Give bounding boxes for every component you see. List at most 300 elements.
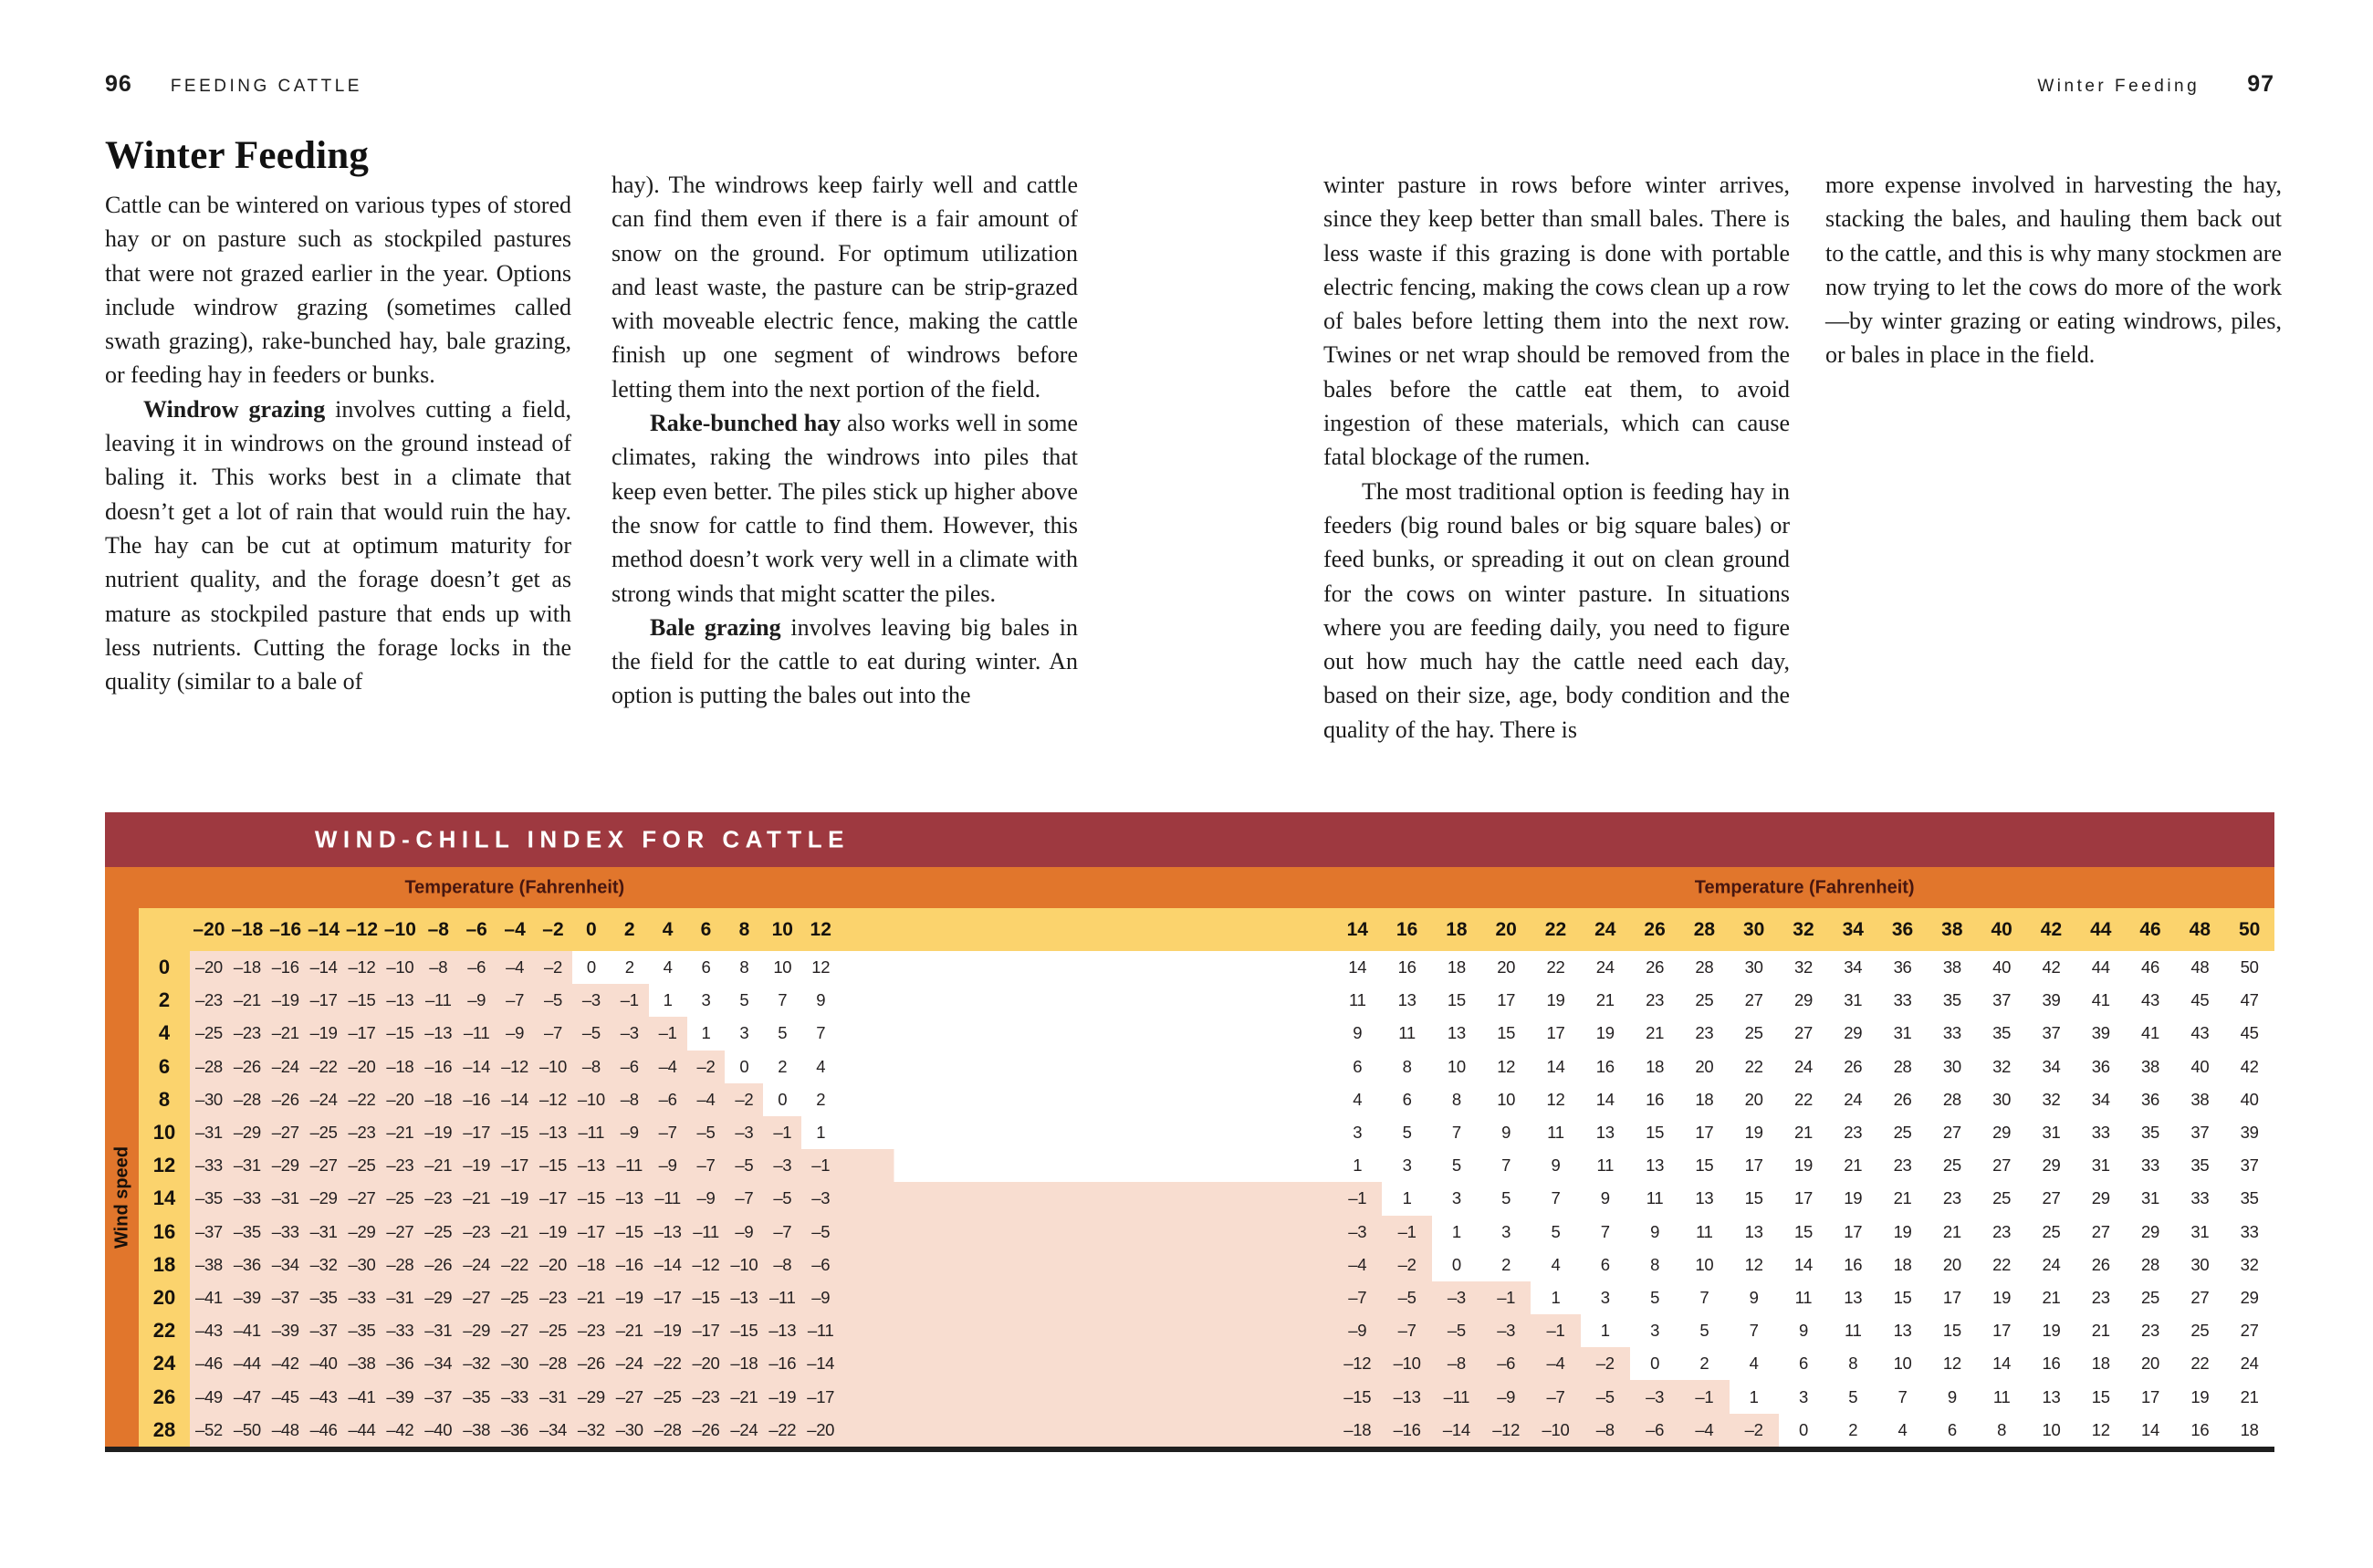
windchill-cell: 42 xyxy=(2026,951,2075,984)
windchill-cell: 3 xyxy=(1432,1182,1481,1215)
windchill-cell: –30 xyxy=(343,1249,382,1281)
windchill-cell: 21 xyxy=(2026,1281,2075,1314)
wind-speed-cell: 0 xyxy=(139,951,190,984)
gutter-cell xyxy=(840,1314,1333,1347)
windchill-cell: 2 xyxy=(1481,1249,1531,1281)
windchill-cell: –36 xyxy=(381,1347,419,1380)
windchill-cell: 20 xyxy=(1679,1051,1729,1083)
windchill-cell: –21 xyxy=(611,1314,649,1347)
windchill-cell: 13 xyxy=(1630,1149,1679,1182)
windchill-cell: 22 xyxy=(1531,951,1580,984)
windchill-cell: –29 xyxy=(267,1149,305,1182)
temperature-header: 2 xyxy=(611,908,649,951)
windchill-cell: 20 xyxy=(2126,1347,2175,1380)
windchill-cell: 0 xyxy=(725,1051,763,1083)
windchill-cell: –1 xyxy=(611,984,649,1017)
windchill-cell: 24 xyxy=(2224,1347,2274,1380)
windchill-cell: 40 xyxy=(1977,951,2026,984)
windchill-cell: 21 xyxy=(1877,1182,1927,1215)
windchill-cell: 6 xyxy=(687,951,726,984)
temperature-header: 26 xyxy=(1630,908,1679,951)
windchill-cell: –28 xyxy=(228,1083,267,1116)
windchill-cell: 27 xyxy=(1779,1017,1828,1050)
windchill-cell: –19 xyxy=(419,1116,457,1149)
windchill-cell: 41 xyxy=(2076,984,2126,1017)
windchill-cell: –15 xyxy=(725,1314,763,1347)
wind-speed-cell: 24 xyxy=(139,1347,190,1380)
windchill-cell: 10 xyxy=(1877,1347,1927,1380)
windchill-cell: –30 xyxy=(496,1347,534,1380)
windchill-cell: –17 xyxy=(649,1281,687,1314)
windchill-cell: –5 xyxy=(1432,1314,1481,1347)
windchill-cell: 17 xyxy=(1531,1017,1580,1050)
windchill-cell: –28 xyxy=(534,1347,572,1380)
windchill-cell: –29 xyxy=(343,1216,382,1249)
windchill-cell: –23 xyxy=(381,1149,419,1182)
text-column-4 xyxy=(1825,168,2282,372)
windchill-cell: 25 xyxy=(2126,1281,2175,1314)
windchill-cell: –2 xyxy=(725,1083,763,1116)
windchill-cell: 41 xyxy=(2126,1017,2175,1050)
temperature-header: –20 xyxy=(190,908,228,951)
windchill-cell: 30 xyxy=(1730,951,1779,984)
windchill-cell: –25 xyxy=(343,1149,382,1182)
windchill-cell: –31 xyxy=(190,1116,228,1149)
windchill-cell: –37 xyxy=(305,1314,343,1347)
windchill-cell: 2 xyxy=(763,1051,801,1083)
windchill-cell: 36 xyxy=(2076,1051,2126,1083)
windchill-cell: 40 xyxy=(2175,1051,2224,1083)
windchill-cell: –39 xyxy=(381,1380,419,1413)
windchill-cell: 31 xyxy=(1828,984,1877,1017)
windchill-cell: –31 xyxy=(381,1281,419,1314)
windchill-cell: 12 xyxy=(1531,1083,1580,1116)
windchill-cell: –25 xyxy=(305,1116,343,1149)
windchill-cell: 15 xyxy=(1877,1281,1927,1314)
windchill-cell: –27 xyxy=(267,1116,305,1149)
windchill-cell: –11 xyxy=(419,984,457,1017)
windchill-cell: –8 xyxy=(1432,1347,1481,1380)
windchill-table xyxy=(105,812,2274,1452)
windchill-cell: –28 xyxy=(190,1051,228,1083)
windchill-cell: –39 xyxy=(228,1281,267,1314)
windchill-cell: –16 xyxy=(267,951,305,984)
temperature-header: –10 xyxy=(381,908,419,951)
windchill-cell: 3 xyxy=(1630,1314,1679,1347)
wind-speed-cell: 16 xyxy=(139,1216,190,1249)
windchill-cell: –31 xyxy=(228,1149,267,1182)
windchill-cell: –13 xyxy=(572,1149,611,1182)
body-paragraph: The most traditional option is feeding hay in feeders (big round bales or big square bales) or feed bunks, or spreading it out on clean ground for the cows on winter pasture. In situations where you are feeding daily, you need to figure out how much hay the cattle need each day, based on their size, age, body condition and the quality of the hay. There is xyxy=(1323,477,1790,743)
windchill-cell: 35 xyxy=(2126,1116,2175,1149)
wind-speed-cell: 6 xyxy=(139,1051,190,1083)
windchill-cell: –17 xyxy=(687,1314,726,1347)
windchill-cell: 5 xyxy=(1531,1216,1580,1249)
windchill-cell: –15 xyxy=(496,1116,534,1149)
windchill-cell: –27 xyxy=(381,1216,419,1249)
windchill-cell: –45 xyxy=(267,1380,305,1413)
windchill-cell: –32 xyxy=(305,1249,343,1281)
windchill-cell: 8 xyxy=(1382,1051,1431,1083)
windchill-cell: –22 xyxy=(305,1051,343,1083)
windchill-cell: 14 xyxy=(1977,1347,2026,1380)
windchill-cell: –18 xyxy=(572,1249,611,1281)
windchill-cell: –11 xyxy=(801,1314,840,1347)
windchill-cell: –11 xyxy=(649,1182,687,1215)
windchill-cell: –21 xyxy=(267,1017,305,1050)
windchill-cell: 23 xyxy=(2126,1314,2175,1347)
windchill-cell: 16 xyxy=(1382,951,1431,984)
windchill-cell: –33 xyxy=(228,1182,267,1215)
windchill-cell: –19 xyxy=(267,984,305,1017)
windchill-cell: 33 xyxy=(2175,1182,2224,1215)
windchill-cell: 6 xyxy=(1333,1051,1382,1083)
windchill-cell: 22 xyxy=(1730,1051,1779,1083)
gutter-cell xyxy=(840,1380,1333,1413)
temperature-axis-label-right: Temperature (Fahrenheit) xyxy=(1694,877,1915,897)
windchill-cell: –33 xyxy=(496,1380,534,1413)
windchill-cell: 29 xyxy=(2126,1216,2175,1249)
windchill-cell: 9 xyxy=(1779,1314,1828,1347)
windchill-cell: 34 xyxy=(1828,951,1877,984)
windchill-cell: –37 xyxy=(419,1380,457,1413)
windchill-cell: –25 xyxy=(534,1314,572,1347)
windchill-cell: 15 xyxy=(1630,1116,1679,1149)
windchill-cell: –33 xyxy=(267,1216,305,1249)
windchill-cell: 4 xyxy=(1730,1347,1779,1380)
body-paragraph: Cattle can be wintered on various types of stored hay or on pasture such as stockpiled pastures that were not grazed earlier in the year. Options include windrow grazing (sometimes called swath grazing), rake-bunched hay, bale grazing, or feeding hay in feeders or bunks. xyxy=(105,192,571,389)
temperature-header: 12 xyxy=(801,908,840,951)
windchill-cell: 11 xyxy=(1779,1281,1828,1314)
windchill-cell: 29 xyxy=(2026,1149,2075,1182)
windchill-cell: 9 xyxy=(801,984,840,1017)
windchill-cell: 15 xyxy=(1679,1149,1729,1182)
windchill-cell: –43 xyxy=(190,1314,228,1347)
windchill-cell: –27 xyxy=(343,1182,382,1215)
windchill-cell: 46 xyxy=(2126,951,2175,984)
page-number-left: 96 xyxy=(105,71,132,97)
windchill-cell: –7 xyxy=(687,1149,726,1182)
windchill-cell: 21 xyxy=(1828,1149,1877,1182)
windchill-cell: 32 xyxy=(1977,1051,2026,1083)
windchill-cell: 17 xyxy=(1679,1116,1729,1149)
windchill-cell: 7 xyxy=(1877,1380,1927,1413)
temperature-header: 36 xyxy=(1877,908,1927,951)
windchill-cell: –7 xyxy=(496,984,534,1017)
windchill-cell: 14 xyxy=(1531,1051,1580,1083)
windchill-cell: –11 xyxy=(1432,1380,1481,1413)
temperature-header: 40 xyxy=(1977,908,2026,951)
body-paragraph: Bale grazing involves leaving big bales in the field for the cattle to eat during winter. An option is putting the bales out into the xyxy=(612,613,1078,709)
windchill-cell: –19 xyxy=(611,1281,649,1314)
windchill-cell: –10 xyxy=(1382,1347,1431,1380)
windchill-cell: –9 xyxy=(496,1017,534,1050)
windchill-cell: –26 xyxy=(572,1347,611,1380)
windchill-cell: –2 xyxy=(534,951,572,984)
windchill-cell: 19 xyxy=(1779,1149,1828,1182)
windchill-cell: 27 xyxy=(2224,1314,2274,1347)
windchill-cell: –8 xyxy=(763,1249,801,1281)
windchill-cell: 12 xyxy=(801,951,840,984)
windchill-cell: 9 xyxy=(1333,1017,1382,1050)
running-head-right-text: Winter Feeding xyxy=(2037,77,2201,96)
windchill-cell: –37 xyxy=(190,1216,228,1249)
windchill-cell: 21 xyxy=(1928,1216,1977,1249)
windchill-cell: –8 xyxy=(611,1083,649,1116)
temperature-header: –8 xyxy=(419,908,457,951)
windchill-cell: –19 xyxy=(305,1017,343,1050)
windchill-cell: –25 xyxy=(649,1380,687,1413)
windchill-cell: 5 xyxy=(763,1017,801,1050)
windchill-cell: 13 xyxy=(1432,1017,1481,1050)
body-paragraph: winter pasture in rows before winter arrives, since they keep better than small bales. There is less waste if this grazing is done with portable electric fencing, making the cows clean up a row of bales before letting them into the next row. Twines or net wrap should be removed from the bales before the cattle eat them, to avoid ingestion of these materials, which can cause fatal blockage of the rumen. xyxy=(1323,172,1790,471)
windchill-cell: –15 xyxy=(611,1216,649,1249)
windchill-cell: –16 xyxy=(611,1249,649,1281)
windchill-cell: 45 xyxy=(2224,1017,2274,1050)
windchill-cell: –32 xyxy=(572,1414,611,1447)
windchill-cell: 7 xyxy=(1730,1314,1779,1347)
windchill-cell: 25 xyxy=(1877,1116,1927,1149)
windchill-cell: –13 xyxy=(649,1216,687,1249)
windchill-cell: –3 xyxy=(572,984,611,1017)
windchill-cell: –17 xyxy=(305,984,343,1017)
windchill-cell: –40 xyxy=(305,1347,343,1380)
windchill-cell: –18 xyxy=(381,1051,419,1083)
gutter-cell xyxy=(840,984,1333,1017)
windchill-title-bar xyxy=(105,812,2274,867)
windchill-cell: –7 xyxy=(649,1116,687,1149)
windchill-cell: 15 xyxy=(1730,1182,1779,1215)
windchill-cell: –12 xyxy=(496,1051,534,1083)
gutter-cell xyxy=(840,1414,1333,1447)
windchill-cell: 28 xyxy=(1679,951,1729,984)
temperature-header: 34 xyxy=(1828,908,1877,951)
windchill-cell: –17 xyxy=(457,1116,496,1149)
windchill-cell: –44 xyxy=(343,1414,382,1447)
windchill-cell: 29 xyxy=(1977,1116,2026,1149)
windchill-cell: –13 xyxy=(725,1281,763,1314)
windchill-cell: –46 xyxy=(190,1347,228,1380)
windchill-cell: –7 xyxy=(1333,1281,1382,1314)
windchill-cell: –18 xyxy=(228,951,267,984)
windchill-cell: 17 xyxy=(1928,1281,1977,1314)
temperature-axis-label-left: Temperature (Fahrenheit) xyxy=(404,877,625,897)
windchill-cell: 10 xyxy=(1432,1051,1481,1083)
windchill-cell: 17 xyxy=(1481,984,1531,1017)
windchill-cell: –12 xyxy=(1481,1414,1531,1447)
windchill-cell: –9 xyxy=(457,984,496,1017)
windchill-cell: 5 xyxy=(725,984,763,1017)
temperature-header: 6 xyxy=(687,908,726,951)
windchill-cell: –19 xyxy=(649,1314,687,1347)
windchill-cell: 25 xyxy=(1928,1149,1977,1182)
windchill-cell: 3 xyxy=(1333,1116,1382,1149)
windchill-cell: 15 xyxy=(1481,1017,1531,1050)
windchill-cell: –9 xyxy=(1481,1380,1531,1413)
windchill-cell: 0 xyxy=(763,1083,801,1116)
wind-speed-axis-label: Wind speed xyxy=(111,1145,131,1249)
windchill-cell: 10 xyxy=(1481,1083,1531,1116)
windchill-cell: –6 xyxy=(457,951,496,984)
windchill-cell: 10 xyxy=(763,951,801,984)
windchill-cell: –1 xyxy=(1679,1380,1729,1413)
windchill-cell: –6 xyxy=(1630,1414,1679,1447)
windchill-cell: 11 xyxy=(1382,1017,1431,1050)
windchill-cell: 3 xyxy=(1779,1380,1828,1413)
windchill-cell: –23 xyxy=(419,1182,457,1215)
page-number-right: 97 xyxy=(2247,71,2274,97)
windchill-cell: 24 xyxy=(1828,1083,1877,1116)
windchill-cell: –35 xyxy=(228,1216,267,1249)
windchill-cell: –5 xyxy=(1382,1281,1431,1314)
windchill-cell: –12 xyxy=(534,1083,572,1116)
windchill-cell: 37 xyxy=(2224,1149,2274,1182)
windchill-cell: –30 xyxy=(190,1083,228,1116)
windchill-cell: –12 xyxy=(343,951,382,984)
windchill-cell: –1 xyxy=(1333,1182,1382,1215)
windchill-cell: 23 xyxy=(2076,1281,2126,1314)
windchill-cell: –4 xyxy=(496,951,534,984)
windchill-cell: –42 xyxy=(381,1414,419,1447)
windchill-cell: 29 xyxy=(1828,1017,1877,1050)
windchill-cell: 7 xyxy=(801,1017,840,1050)
windchill-cell: –17 xyxy=(496,1149,534,1182)
gutter-cell xyxy=(840,1083,1333,1116)
windchill-cell: –44 xyxy=(228,1347,267,1380)
windchill-cell: 20 xyxy=(1928,1249,1977,1281)
wind-speed-cell: 10 xyxy=(139,1116,190,1149)
windchill-cell: –13 xyxy=(534,1116,572,1149)
windchill-cell: –24 xyxy=(611,1347,649,1380)
windchill-cell: –4 xyxy=(687,1083,726,1116)
windchill-cell: –15 xyxy=(687,1281,726,1314)
windchill-cell: 25 xyxy=(2026,1216,2075,1249)
windchill-cell: 27 xyxy=(2175,1281,2224,1314)
windchill-cell: –3 xyxy=(1333,1216,1382,1249)
windchill-cell: –35 xyxy=(457,1380,496,1413)
text-column-2 xyxy=(612,168,1078,713)
windchill-cell: 1 xyxy=(687,1017,726,1050)
windchill-cell: –8 xyxy=(419,951,457,984)
windchill-cell: 7 xyxy=(763,984,801,1017)
windchill-cell: 27 xyxy=(2076,1216,2126,1249)
windchill-cell: 18 xyxy=(1877,1249,1927,1281)
windchill-cell: –16 xyxy=(1382,1414,1431,1447)
windchill-cell: –5 xyxy=(534,984,572,1017)
windchill-cell: 37 xyxy=(2175,1116,2224,1149)
windchill-cell: –23 xyxy=(457,1216,496,1249)
windchill-cell: 13 xyxy=(1877,1314,1927,1347)
windchill-cell: 23 xyxy=(1928,1182,1977,1215)
windchill-cell: –23 xyxy=(534,1281,572,1314)
windchill-cell: 15 xyxy=(1928,1314,1977,1347)
windchill-cell: –27 xyxy=(305,1149,343,1182)
windchill-cell: 6 xyxy=(1581,1249,1630,1281)
windchill-cell: –5 xyxy=(801,1216,840,1249)
windchill-cell: –27 xyxy=(611,1380,649,1413)
windchill-cell: –21 xyxy=(228,984,267,1017)
windchill-cell: –36 xyxy=(228,1249,267,1281)
windchill-cell: –14 xyxy=(457,1051,496,1083)
windchill-cell: –21 xyxy=(572,1281,611,1314)
gutter-cell xyxy=(840,1281,1333,1314)
windchill-cell: –24 xyxy=(457,1249,496,1281)
windchill-cell: 10 xyxy=(2026,1414,2075,1447)
windchill-cell: –31 xyxy=(419,1314,457,1347)
windchill-cell: 26 xyxy=(2076,1249,2126,1281)
temperature-header: 46 xyxy=(2126,908,2175,951)
windchill-cell: 19 xyxy=(2175,1380,2224,1413)
temperature-header: 4 xyxy=(649,908,687,951)
windchill-cell: 21 xyxy=(1581,984,1630,1017)
windchill-cell: –9 xyxy=(725,1216,763,1249)
windchill-cell: –20 xyxy=(687,1347,726,1380)
windchill-cell: –17 xyxy=(534,1182,572,1215)
windchill-cell: 0 xyxy=(1630,1347,1679,1380)
windchill-cell: –17 xyxy=(801,1380,840,1413)
windchill-cell: 4 xyxy=(1333,1083,1382,1116)
windchill-cell: 39 xyxy=(2026,984,2075,1017)
windchill-cell: 24 xyxy=(1779,1051,1828,1083)
windchill-cell: 13 xyxy=(1730,1216,1779,1249)
windchill-cell: 18 xyxy=(2224,1414,2274,1447)
wind-speed-cell: 18 xyxy=(139,1249,190,1281)
windchill-cell: 6 xyxy=(1779,1347,1828,1380)
windchill-cell: –9 xyxy=(687,1182,726,1215)
windchill-cell: –34 xyxy=(534,1414,572,1447)
windchill-cell: –21 xyxy=(381,1116,419,1149)
windchill-cell: –11 xyxy=(687,1216,726,1249)
temperature-header: 48 xyxy=(2175,908,2224,951)
windchill-cell: –8 xyxy=(1581,1414,1630,1447)
windchill-cell: 44 xyxy=(2076,951,2126,984)
wind-speed-axis xyxy=(105,867,139,1447)
windchill-cell: 8 xyxy=(1828,1347,1877,1380)
windchill-cell: –20 xyxy=(801,1414,840,1447)
windchill-cell: 19 xyxy=(1531,984,1580,1017)
wind-speed-cell: 26 xyxy=(139,1380,190,1413)
windchill-cell: –31 xyxy=(305,1216,343,1249)
windchill-grid xyxy=(139,908,2274,1447)
windchill-cell: 50 xyxy=(2224,951,2274,984)
windchill-cell: 11 xyxy=(1828,1314,1877,1347)
temperature-axis xyxy=(139,867,2274,908)
windchill-cell: 36 xyxy=(2126,1083,2175,1116)
windchill-cell: –18 xyxy=(419,1083,457,1116)
windchill-cell: 9 xyxy=(1630,1216,1679,1249)
windchill-cell: 4 xyxy=(801,1051,840,1083)
running-head-right xyxy=(2037,71,2274,98)
windchill-cell: –2 xyxy=(687,1051,726,1083)
windchill-cell: 14 xyxy=(1779,1249,1828,1281)
windchill-cell: –25 xyxy=(381,1182,419,1215)
temperature-header: 14 xyxy=(1333,908,1382,951)
windchill-cell: –26 xyxy=(687,1414,726,1447)
windchill-cell: 34 xyxy=(2076,1083,2126,1116)
windchill-cell: 14 xyxy=(1581,1083,1630,1116)
windchill-cell: 30 xyxy=(1928,1051,1977,1083)
windchill-cell: 1 xyxy=(1382,1182,1431,1215)
windchill-cell: –30 xyxy=(611,1414,649,1447)
windchill-cell: –17 xyxy=(343,1017,382,1050)
temperature-header: –12 xyxy=(343,908,382,951)
windchill-cell: 5 xyxy=(1828,1380,1877,1413)
windchill-cell: –40 xyxy=(419,1414,457,1447)
windchill-cell: 5 xyxy=(1679,1314,1729,1347)
windchill-cell: 33 xyxy=(1877,984,1927,1017)
windchill-cell: –34 xyxy=(267,1249,305,1281)
windchill-cell: 11 xyxy=(1581,1149,1630,1182)
